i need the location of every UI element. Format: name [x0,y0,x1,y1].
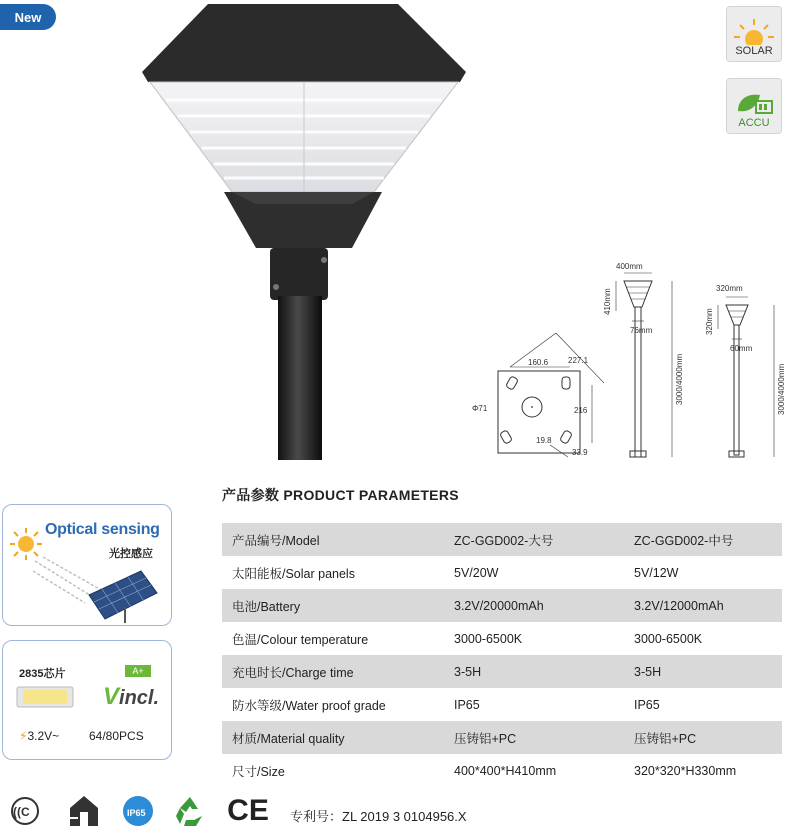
params-row [222,655,782,688]
base-plate-drawing [472,333,604,457]
params-row [222,589,782,622]
lamp-product-image [120,0,480,460]
param-label: 材质/Material quality [222,721,444,754]
chip-pcs: 64/80PCS [89,729,144,743]
param-value: 3.2V/20000mAh [444,589,624,622]
chip-voltage: ⚡3.2V~ [19,729,60,743]
param-value: IP65 [454,697,480,712]
chip-card [2,640,172,760]
optical-sensing-card [2,504,172,626]
dim-phi: Φ71 [472,404,488,413]
params-row [222,754,782,787]
indoor-use-icon [64,793,104,829]
large-height: 410mm [603,288,612,315]
new-badge: New [0,4,56,30]
ce-label: CE [227,794,269,827]
accu-badge [726,78,782,134]
medium-width: 320mm [716,284,743,293]
lightning-icon: ⚡ [19,729,28,743]
large-lamp-drawing [603,262,684,457]
params-row [222,721,782,754]
solar-badge [726,6,782,62]
param-value: ZC-GGD002-中号 [624,523,782,556]
ip65-icon [120,793,156,829]
param-label: 充电时长/Charge time [222,655,444,688]
param-value: 5V/20W [454,565,499,580]
param-label: 电池/Battery [222,589,444,622]
medium-height: 320mm [705,308,714,335]
dim-33: 33.9 [572,448,588,457]
optical-sensing-cn: 光控感应 [109,548,153,560]
chip-incl: Vincl. [103,683,160,710]
params-table [222,523,782,787]
param-value: 320*320*H330mm [634,763,737,778]
recycle-icon [170,793,210,829]
param-label: 太阳能板/Solar panels [232,566,355,581]
params-row [222,556,782,589]
chip-grade: A+ [125,665,151,677]
ip65-label: IP65 [127,808,146,818]
param-value: 400*400*H410mm [454,763,557,778]
large-total: 3000/4000mm [675,353,684,405]
param-label: 尺寸/Size [232,764,285,779]
medium-total: 3000/4000mm [777,363,786,415]
large-pole: 76mm [630,326,653,335]
param-value: 3-5H [624,655,782,688]
ccc-cert-icon [4,793,46,829]
accu-badge-label: ACCU [738,117,770,129]
dimension-drawings [470,255,789,465]
param-value: ZC-GGD002-大号 [444,523,624,556]
param-label: 色温/Colour temperature [232,632,369,647]
ce-cert-icon [224,793,272,829]
param-value: 压铸铝+PC [624,721,782,754]
param-value: 3000-6500K [454,631,523,646]
param-label: 产品编号/Model [222,523,444,556]
led-chip-icon [15,685,75,709]
params-row [222,523,782,556]
medium-pole: 60mm [730,344,753,353]
param-value: 3000-6500K [634,631,703,646]
patent-number: 专利号：ZL 2019 3 0104956.X [290,809,467,824]
dim-160: 160.6 [528,358,549,367]
large-width: 400mm [616,262,643,271]
svg-text:((C: ((C [13,805,30,819]
battery-leaf-icon [732,89,776,117]
solar-badge-label: SOLAR [735,45,773,57]
dim-216: 216 [574,406,588,415]
param-value: IP65 [634,697,660,712]
dim-227: 227.1 [568,356,589,365]
solar-panel-icon [33,557,163,623]
sun-icon [9,527,43,561]
param-value: 压铸铝+PC [444,721,624,754]
optical-sensing-title: Optical sensing [45,521,160,538]
medium-lamp-drawing [705,284,786,457]
chip-title: 2835芯片 [19,668,66,680]
sun-icon [732,17,776,45]
dim-19: 19.8 [536,436,552,445]
param-value: 5V/12W [634,565,679,580]
params-row [222,622,782,655]
param-value: 3-5H [444,655,624,688]
params-title: 产品参数 PRODUCT PARAMETERS [222,487,459,503]
param-value: 3.2V/12000mAh [624,589,782,622]
params-row [222,688,782,721]
param-label: 防水等级/Water proof grade [232,698,386,713]
